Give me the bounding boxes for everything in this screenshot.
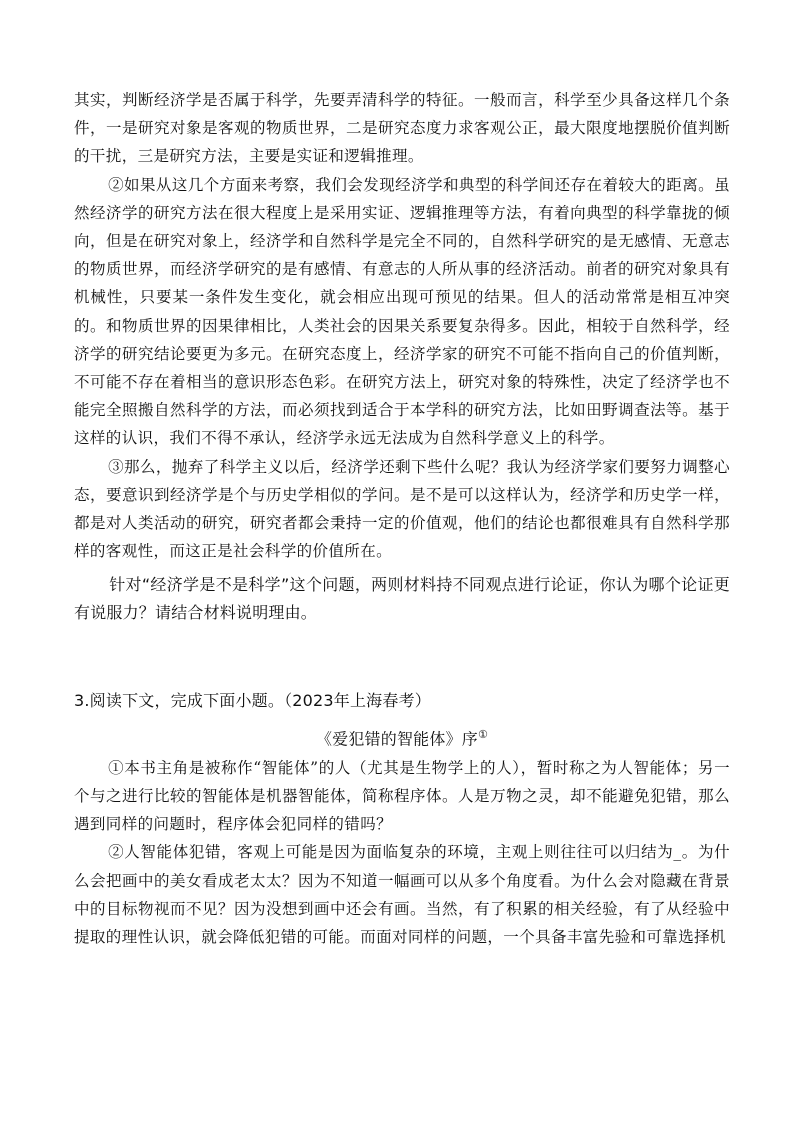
section-3-paragraph-1: ①本书主角是被称作“智能体”的人（尤其是生物学上的人），暂时称之为人智能体；另一个与之进行比较的智能体是机器智能体，简称程序体。人是万物之灵，却不能避免犯错，那么遇到同样的问题时，程序体会犯同样的错吗？ (74, 758, 730, 834)
document-page (74, 86, 730, 951)
footnote-marker: ① (477, 728, 489, 742)
material-paragraph-3: ③那么，抛弃了科学主义以后，经济学还剩下些什么呢？我认为经济学家们要努力调整心态，要意识到经济学是个与历史学相似的学问。是不是可以这样认为，经济学和历史学一样，都是对人类活动的研究，研究者都会秉持一定的价值观，他们的结论也都很难具有自然科学那样的客观性，而这正是社会科学的价值所在。 (74, 457, 730, 561)
title-text: 《爱犯错的智能体》序 (315, 729, 478, 749)
material-paragraph-1: 其实，判断经济学是否属于科学，先要弄清科学的特征。一般而言，科学至少具备这样几个条件，一是研究对象是客观的物质世界，二是研究态度力求客观公正，最大限度地摆脱价值判断的干扰，三是研究方法，主要是实证和逻辑推理。 (74, 91, 730, 166)
section-3-title (74, 721, 730, 753)
material-paragraph-2: ②如果从这几个方面来考察，我们会发现经济学和典型的科学间还存在着较大的距离。虽然经济学的研究方法在很大程度上是采用实证、逻辑推理等方法，有着向典型的科学靠拢的倾向，但是在研究对象上，经济学和自然科学是完全不同的，自然科学研究的是无感情、无意志的物质世界，而经济学研究的是有感情、有意志的人所从事的经济活动。前者的研究对象具有机械性，只要某一条件发生变化，就会相应出现可预见的结果。但人的活动常常是相互冲突的。和物质世界的因果律相比，人类社会的因果关系要复杂得多。因此，相较于自然科学，经济学的研究结论要更为多元。在研究态度上，经济学家的研究不可能不指向自己的价值判断，不可能不存在着相当的意识形态色彩。在研究方法上，研究对象的特殊性，决定了经济学也不能完全照搬自然科学的方法，而必须找到适合于本学科的研究方法，比如田野调查法等。基于这样的认识，我们不得不承认，经济学永远无法成为自然科学意义上的科学。 (74, 175, 730, 448)
question-prompt: 针对“经济学是不是科学”这个问题，两则材料持不同观点进行论证，你认为哪个论证更有说服力？请结合材料说明理由。 (74, 575, 730, 623)
section-3-header: 3.阅读下文，完成下面小题。（2023年上海春考） (74, 691, 431, 711)
section-3-paragraph-2: ②人智能体犯错，客观上可能是因为面临复杂的环境，主观上则往往可以归结为_。为什么会把画中的美女看成老太太？因为不知道一幅画可以从多个角度看。为什么会对隐藏在背景中的目标物视而不见？因为没想到画中还会有画。当然，有了积累的相关经验，有了从经验中提取的理性认识，就会降低犯错的可能。而面对同样的问题，一个具备丰富先验和可靠选择机 (74, 843, 730, 946)
